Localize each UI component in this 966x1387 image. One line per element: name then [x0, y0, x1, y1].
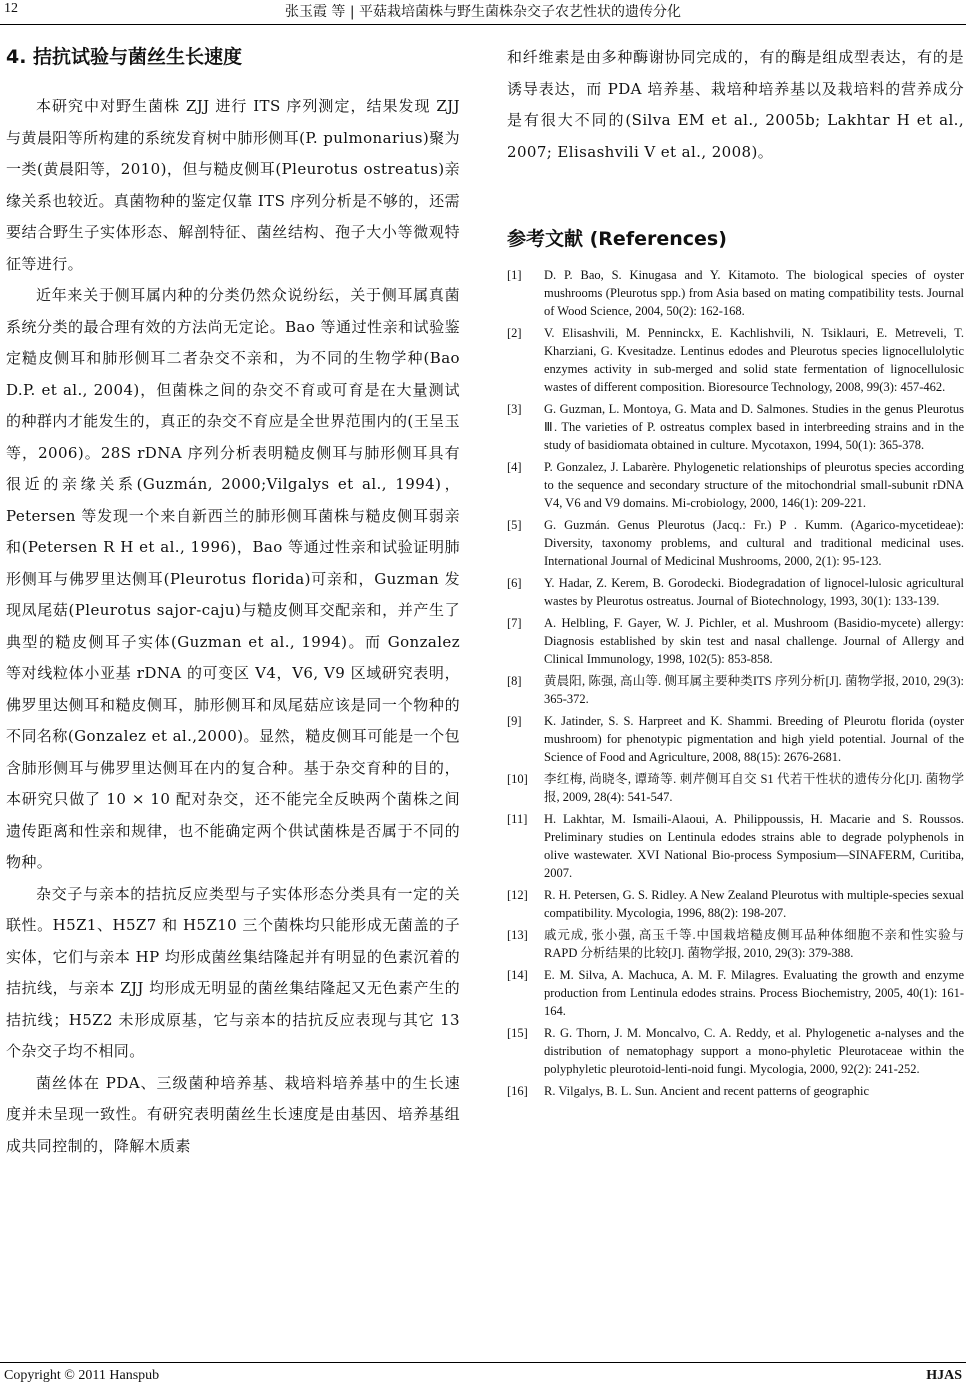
reference-item — [507, 966, 964, 1020]
reference-text: R. H. Petersen, G. S. Ridley. A New Zealand Pleurotus with multiple-species sexual compatibility. Mycologia, 1996, 88(2): 198-207. — [544, 888, 964, 920]
reference-number: [11] — [507, 812, 528, 826]
reference-item — [507, 886, 964, 922]
reference-item — [507, 770, 964, 806]
reference-number: [8] — [507, 674, 522, 688]
page-header — [0, 0, 966, 25]
reference-number: [1] — [507, 268, 522, 282]
right-column — [507, 42, 964, 1104]
reference-item — [507, 266, 964, 320]
reference-number: [16] — [507, 1084, 528, 1098]
reference-number: [12] — [507, 888, 528, 902]
reference-item — [507, 516, 964, 570]
page-footer — [0, 1362, 966, 1387]
reference-number: [13] — [507, 928, 528, 942]
reference-number: [3] — [507, 402, 522, 416]
reference-item — [507, 672, 964, 708]
reference-number: [6] — [507, 576, 522, 590]
reference-text: K. Jatinder, S. S. Harpreet and K. Shammi. Breeding of Pleurotu florida (oyster mushroom) for phenotypic pigmentation and high yield potential. Journal of the Science of Food and Agriculture, 2008, 88(15): 2676-2681. — [544, 714, 964, 764]
reference-number: [10] — [507, 772, 528, 786]
body-paragraph: 近年来关于侧耳属内种的分类仍然众说纷纭，关于侧耳属真菌系统分类的最合理有效的方法尚无定论。Bao 等通过性亲和试验鉴定糙皮侧耳和肺形侧耳二者杂交不亲和，为不同的生物学种(Bao D.P. et al., 2004)，但菌株之间的杂交不育或可育是在大量测试的种群内才能发生的，真正的杂交不育应是全世界范围内的(王呈玉等，2006)。28S rDNA 序列分析表明糙皮侧耳与肺形侧耳具有很近的亲缘关系(Guzmán, 2000;Vilgalys et al., 1994)，Petersen 等发现一个来自新西兰的肺形侧耳菌株与糙皮侧耳弱亲和(Petersen R H et al., 1996)，Bao 等通过性亲和试验证明肺形侧耳与佛罗里达侧耳(Pleurotus florida)可亲和，Guzman 发现凤尾菇(Pleurotus sajor-caju)与糙皮侧耳交配亲和，并产生了典型的糙皮侧耳子实体(Guzman et al., 1994)。而 Gonzalez 等对线粒体小亚基 rDNA 的可变区 V4，V6, V9 区域研究表明，佛罗里达侧耳和糙皮侧耳，肺形侧耳和凤尾菇应该是同一个物种的不同名称(Gonzalez et al.,2000)。显然，糙皮侧耳可能是一个包含肺形侧耳与佛罗里达侧耳在内的复合种。基于杂交育种的目的，本研究只做了 10 × 10 配对杂交，还不能完全反映两个菌株之间遗传距离和性亲和规律，也不能确定两个供试菌株是否属于不同的物种。 — [6, 286, 460, 871]
reference-text: H. Lakhtar, M. Ismaili-Alaoui, A. Philippoussis, H. Macarie and S. Roussos. Preliminary studies on Lentinula edodes strains able to degrade polyphenols in olive wastewater. XVI National Bio-process Symposium—SINAFERM, Curitiba, 2007. — [544, 812, 964, 880]
left-column — [6, 42, 460, 1162]
reference-text: V. Elisashvili, M. Penninckx, E. Kachlishvili, N. Tsiklauri, E. Metreveli, T. Kharziani, G. Kvesitadze. Lentinus edodes and Pleurotus species lignocellulolytic enzymes activity in sub-merged and solid state fermentation of lignocellulosic wastes of different composition. Bioresource Technology, 2008, 99(3): 457-462. — [544, 326, 964, 394]
reference-item — [507, 1082, 964, 1100]
body-paragraph: 菌丝体在 PDA、三级菌种培养基、栽培料培养基中的生长速度并未呈现一致性。有研究表明菌丝生长速度是由基因、培养基组成共同控制的，降解木质素 — [6, 1073, 460, 1155]
reference-text: G. Guzman, L. Montoya, G. Mata and D. Salmones. Studies in the genus Pleurotus Ⅲ. The varieties of P. ostreatus complex based in interbreeding strains and in the study of basidiomata obtained in culture. Mycotaxon, 1994, 50(1): 365-378. — [544, 402, 964, 452]
reference-text: E. M. Silva, A. Machuca, A. M. F. Milagres. Evaluating the growth and enzyme production from Lentinula edodes strains. Process Biochemistry, 2005, 40(1): 161-164. — [544, 968, 964, 1018]
reference-number: [5] — [507, 518, 522, 532]
reference-text: G. Guzmán. Genus Pleurotus (Jacq.: Fr.) P . Kumm. (Agarico-mycetideae): Diversity, taxonomy problems, and cultural and traditional medicinal uses. International Journal of Medicinal Mushrooms, 2000, 2(1): 95-123. — [544, 518, 964, 568]
reference-text: 戚元成, 张小强, 高玉千等.中国栽培糙皮侧耳品种体细胞不亲和性实验与 RAPD 分析结果的比较[J]. 菌物学报, 2010, 29(3): 379-388. — [544, 928, 964, 960]
journal-abbreviation: HJAS — [926, 1368, 962, 1383]
copyright-notice: Copyright © 2011 Hanspub — [4, 1368, 160, 1383]
reference-text: R. Vilgalys, B. L. Sun. Ancient and recent patterns of geographic — [544, 1084, 869, 1098]
reference-number: [14] — [507, 968, 528, 982]
reference-item — [507, 458, 964, 512]
body-paragraph-continuation: 和纤维素是由多种酶谢协同完成的，有的酶是组成型表达，有的是诱导表达，而 PDA 培养基、栽培种培养基以及栽培料的营养成分是有很大不同的(Silva EM et al., 2005b; Lakhtar H et al., 2007; Elisashvili V et al., 2008)。 — [507, 48, 964, 161]
section-heading: 4. 拮抗试验与菌丝生长速度 — [6, 46, 243, 68]
reference-text: Y. Hadar, Z. Kerem, B. Gorodecki. Biodegradation of lignocel-lulosic agricultural wastes by Pleurotus ostreatus. Journal of Biotechnology, 1993, 30(1): 133-139. — [544, 576, 964, 608]
reference-item — [507, 574, 964, 610]
reference-text: R. G. Thorn, J. M. Moncalvo, C. A. Reddy, et al. Phylogenetic a-nalyses and the distribution of nematophagy support a mono-phyletic Pleurotaceae within the polyphyletic pleurotoid-lenti-noid fungi. Mycologia, 2000, 92(2): 241-252. — [544, 1026, 964, 1076]
reference-text: 李红梅, 尚晓冬, 谭琦等. 刺芹侧耳自交 S1 代若干性状的遗传分化[J]. 菌物学报, 2009, 28(4): 541-547. — [544, 772, 964, 804]
reference-number: [9] — [507, 714, 522, 728]
reference-list — [507, 266, 964, 1100]
reference-number: [2] — [507, 326, 522, 340]
reference-item — [507, 1024, 964, 1078]
reference-item — [507, 324, 964, 396]
reference-number: [7] — [507, 616, 522, 630]
running-title: 张玉霞 等 | 平菇栽培菌株与野生菌株杂交子农艺性状的遗传分化 — [284, 4, 682, 20]
reference-item — [507, 614, 964, 668]
reference-item — [507, 926, 964, 962]
reference-text: P. Gonzalez, J. Labarère. Phylogenetic relationships of pleurotus species according to the sequence and secondary structure of the mitochondrial small-subunit rDNA V4, V6 and V9 domains. Mi-crobiology, 2000, 146(1): 209-221. — [544, 460, 964, 510]
body-paragraph: 本研究中对野生菌株 ZJJ 进行 ITS 序列测定，结果发现 ZJJ 与黄晨阳等所构建的系统发育树中肺形侧耳(P. pulmonarius)聚为一类(黄晨阳等，2010)，但与糙皮侧耳(Pleurotus ostreatus)亲缘关系也较近。真菌物种的鉴定仅靠 ITS 序列分析是不够的，还需要结合野生子实体形态、解剖特征、菌丝结构、孢子大小等微观特征等进行。 — [6, 97, 460, 273]
references-heading: 参考文献 (References) — [507, 228, 727, 250]
reference-text: A. Helbling, F. Gayer, W. J. Pichler, et al. Mushroom (Basidio-mycete) allergy: Diagnosis established by skin test and nasal challenge. Journal of Allergy and Clinical Immunology, 1998, 102(5): 853-858. — [544, 616, 964, 666]
reference-item — [507, 400, 964, 454]
body-paragraph: 杂交子与亲本的拮抗反应类型与子实体形态分类具有一定的关联性。H5Z1、H5Z7 和 H5Z10 三个菌株均只能形成无菌盖的子实体，它们与亲本 HP 均形成菌丝集结隆起并有明显的色素沉着的拮抗线，与亲本 ZJJ 均形成无明显的菌丝集结隆起又无色素产生的拮抗线；H5Z2 未形成原基，它与亲本的拮抗反应表现与其它 13 个杂交子均不相同。 — [6, 884, 460, 1060]
reference-text: 黄晨阳, 陈强, 高山等. 侧耳属主要种类ITS 序列分析[J]. 菌物学报, 2010, 29(3): 365-372. — [544, 674, 964, 706]
reference-item — [507, 712, 964, 766]
reference-text: D. P. Bao, S. Kinugasa and Y. Kitamoto. The biological species of oyster mushrooms (Pleurotus spp.) from Asia based on mating compatibility tests. Journal of Wood Science, 2004, 50(2): 162-168. — [544, 268, 964, 318]
page-number: 12 — [4, 1, 18, 16]
reference-number: [4] — [507, 460, 522, 474]
reference-item — [507, 810, 964, 882]
reference-number: [15] — [507, 1026, 528, 1040]
